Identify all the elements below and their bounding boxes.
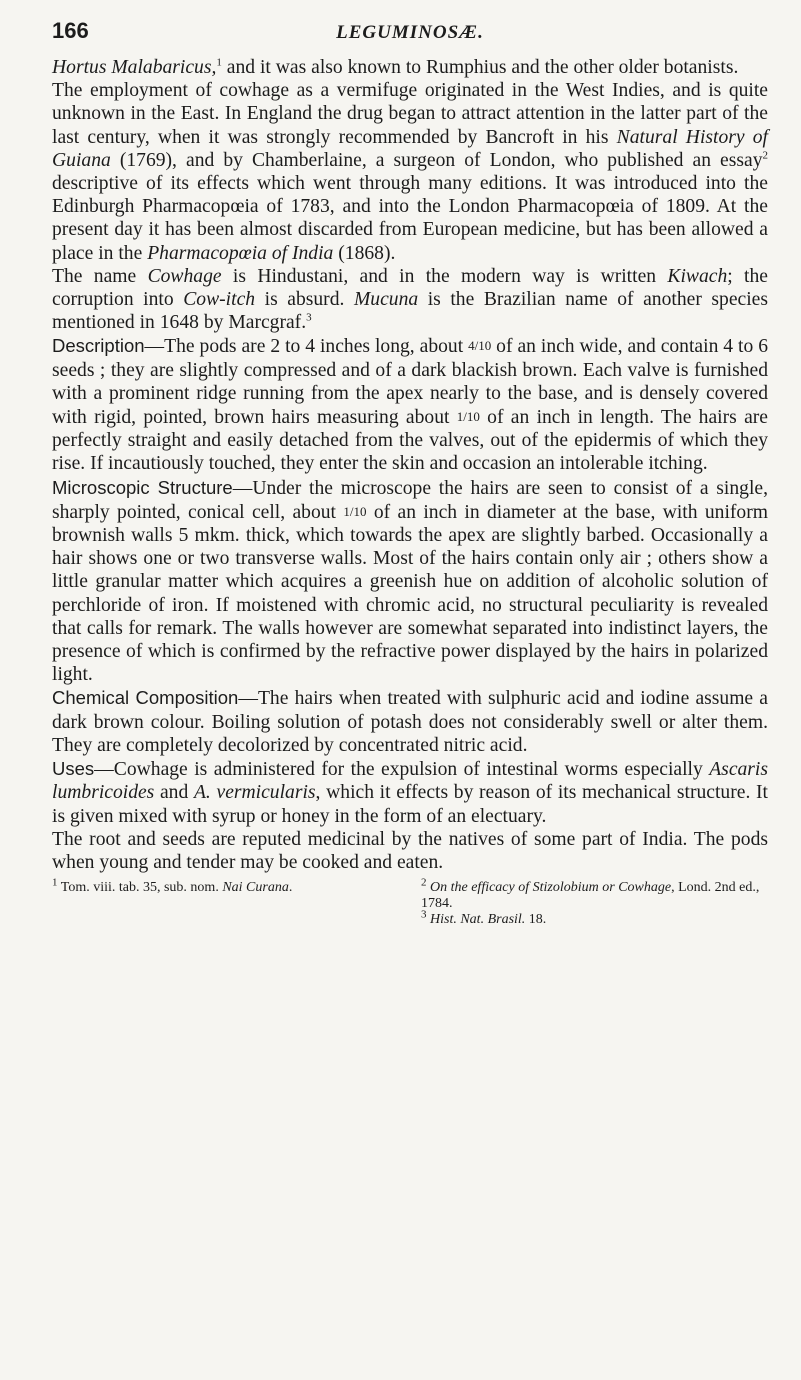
paragraph — [52, 334, 768, 475]
italic-text: Natural History of Guiana — [52, 126, 768, 171]
book-page — [52, 18, 768, 928]
text-run: The employment of cowhage as a vermifuge originated in the West Indies, and is quite unknown in the East. In England the drug began to attract attention in the latter part of the last century, when it was strongly recommended by Bancroft in his — [52, 80, 768, 148]
footnote-marker: 2 — [762, 149, 768, 162]
italic-text: Mucuna — [353, 289, 419, 311]
text-run: and — [154, 782, 194, 804]
section-heading: Uses — [52, 758, 95, 780]
italic-text: Hortus Malabaricus, — [52, 57, 217, 78]
text-run: , Lond. 2nd ed., 1784. — [421, 880, 760, 912]
text-run: The name — [52, 265, 148, 287]
text-run: (1769), and by Chamberlaine, a surgeon of London, who published an essay — [110, 149, 763, 171]
paragraph — [52, 79, 768, 265]
text-run: and it was also known to Rumphius and the other older botanists. — [221, 57, 739, 78]
section-heading: Chemical Composition — [52, 687, 239, 709]
paragraph — [52, 757, 768, 828]
footnote-marker: 3 — [421, 908, 427, 921]
footnote-marker: 1 — [52, 876, 58, 889]
footnotes-left — [52, 876, 399, 928]
italic-text: Ascaris lumbricoides — [52, 759, 768, 804]
fraction: 1/10 — [343, 503, 367, 519]
paragraph — [52, 265, 768, 335]
text-run: ; the corruption into — [52, 265, 768, 311]
italic-text: Pharmacopœia of India — [147, 242, 334, 264]
italic-text: Cow-itch — [183, 289, 256, 311]
text-run: (1868). — [333, 242, 396, 264]
text-run: 18. — [525, 912, 547, 928]
section-heading: Description — [52, 335, 145, 357]
text-run: of an inch in diameter at the base, with uniform brownish walls 5 mkm. thick, which towards the apex are slightly barbed. Occasionally a hair shows one or two transverse walls. Most of the hairs contain only air ; others show a little granular matter which acquires a greenish hue on addition of alcoholic solution of perchloride of iron. If moistened with chromic acid, no structural peculiarity is revealed that calls for remark. The walls however are somewhat separated into indistinct layers, the presence of which is confirmed by the refractive power displayed by the hairs in polarized light. — [52, 501, 768, 686]
paragraph — [52, 686, 768, 757]
italic-text: Nai Curana — [222, 880, 289, 896]
text-run: descriptive of its effects which went through many editions. It was introduced into the Edinburgh Pharmacopœia of 1783, and into the London Pharmacopœia of 1809. At the present day it has been almost discarded from European medicine, but has been allowed a place in the — [52, 173, 768, 264]
text-run: is Hindustani, and in the modern way is written — [221, 265, 668, 287]
footnote — [421, 876, 768, 912]
italic-text: Cowhage — [147, 265, 222, 287]
text-run: —The hairs when treated with sulphuric acid and iodine assume a dark brown colour. Boiling solution of potash does not considerably swell or alter them. They are completely decolorized by concentrated nitric acid. — [52, 688, 769, 756]
fraction: 4/10 — [468, 338, 492, 354]
footnote-marker: 1 — [216, 56, 222, 69]
footnote — [52, 876, 399, 896]
body-text — [52, 56, 768, 874]
paragraph — [52, 56, 768, 79]
text-run: Tom. viii. tab. 35, sub. nom. — [57, 880, 223, 896]
text-run: of an inch in length. The hairs are perfectly straight and easily detached from the valves, out of the epidermis of which they rise. If incautiously touched, they enter the skin and occasion an intolerable itching. — [52, 407, 768, 475]
text-run: . — [288, 880, 293, 896]
running-head — [52, 18, 768, 56]
text-run: is the Brazilian name of another species mentioned in 1648 by Marcgraf. — [52, 289, 768, 334]
text-run: The root and seeds are reputed medicinal by the natives of some part of India. The pods when young and tender may be cooked and eaten. — [52, 828, 768, 873]
page-number: 166 — [52, 18, 89, 43]
footnotes — [52, 876, 768, 928]
paragraph — [52, 476, 768, 687]
text-run: , which it effects by reason of its mechanical structure. It is given mixed with syrup or honey in the form of an electuary. — [52, 782, 768, 827]
italic-text: A. vermicularis — [193, 782, 316, 804]
italic-text: Kiwach — [667, 265, 728, 287]
text-run: —The pods are 2 to 4 inches long, about — [144, 336, 469, 358]
footnote-marker: 3 — [306, 311, 312, 324]
text-run: of an inch wide, and contain 4 to 6 seeds ; they are slightly compressed and of a dark blackish brown. Each valve is furnished with a prominent ridge running from the apex nearly to the base, and is densely covered with rigid, pointed, brown hairs measuring about — [52, 336, 769, 429]
italic-text: Hist. Nat. Brasil. — [430, 912, 526, 928]
text-run: —Cowhage is administered for the expulsion of intestinal worms especially — [94, 759, 710, 781]
running-title: LEGUMINOSÆ. — [336, 22, 484, 43]
paragraph — [52, 828, 768, 874]
fraction: 1/10 — [456, 409, 480, 425]
footnote-marker: 2 — [421, 876, 427, 889]
italic-text: On the efficacy of Stizolobium or Cowhage — [430, 880, 672, 896]
text-run: —Under the microscope the hairs are seen to consist of a single, sharply pointed, conical cell, about — [52, 477, 768, 523]
footnotes-right — [399, 876, 768, 928]
text-run: is absurd. — [255, 289, 354, 311]
section-heading: Microscopic Structure — [52, 476, 233, 498]
footnote — [421, 908, 768, 928]
